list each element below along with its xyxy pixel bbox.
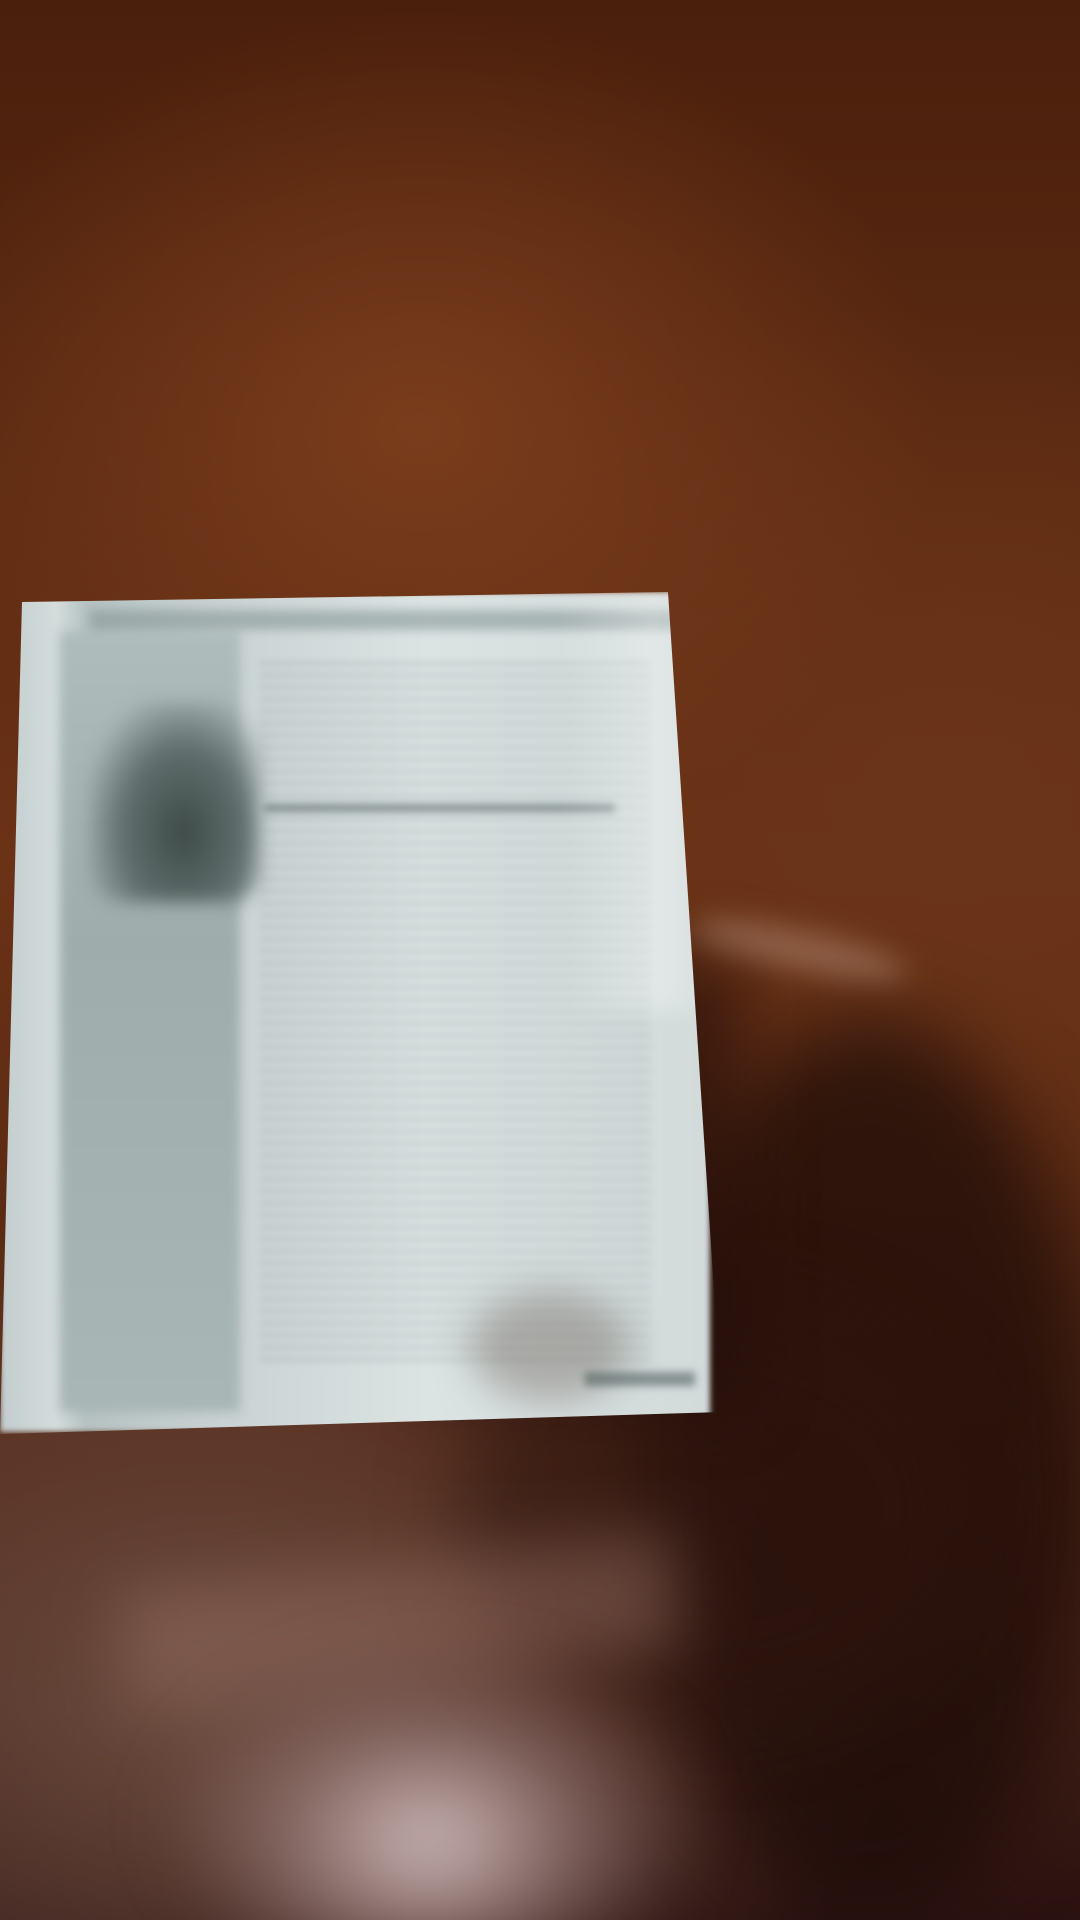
document-photo [90,702,260,902]
blurred-document [0,592,710,1432]
document-glare [560,592,720,1012]
document-footer-mark [585,1372,695,1386]
